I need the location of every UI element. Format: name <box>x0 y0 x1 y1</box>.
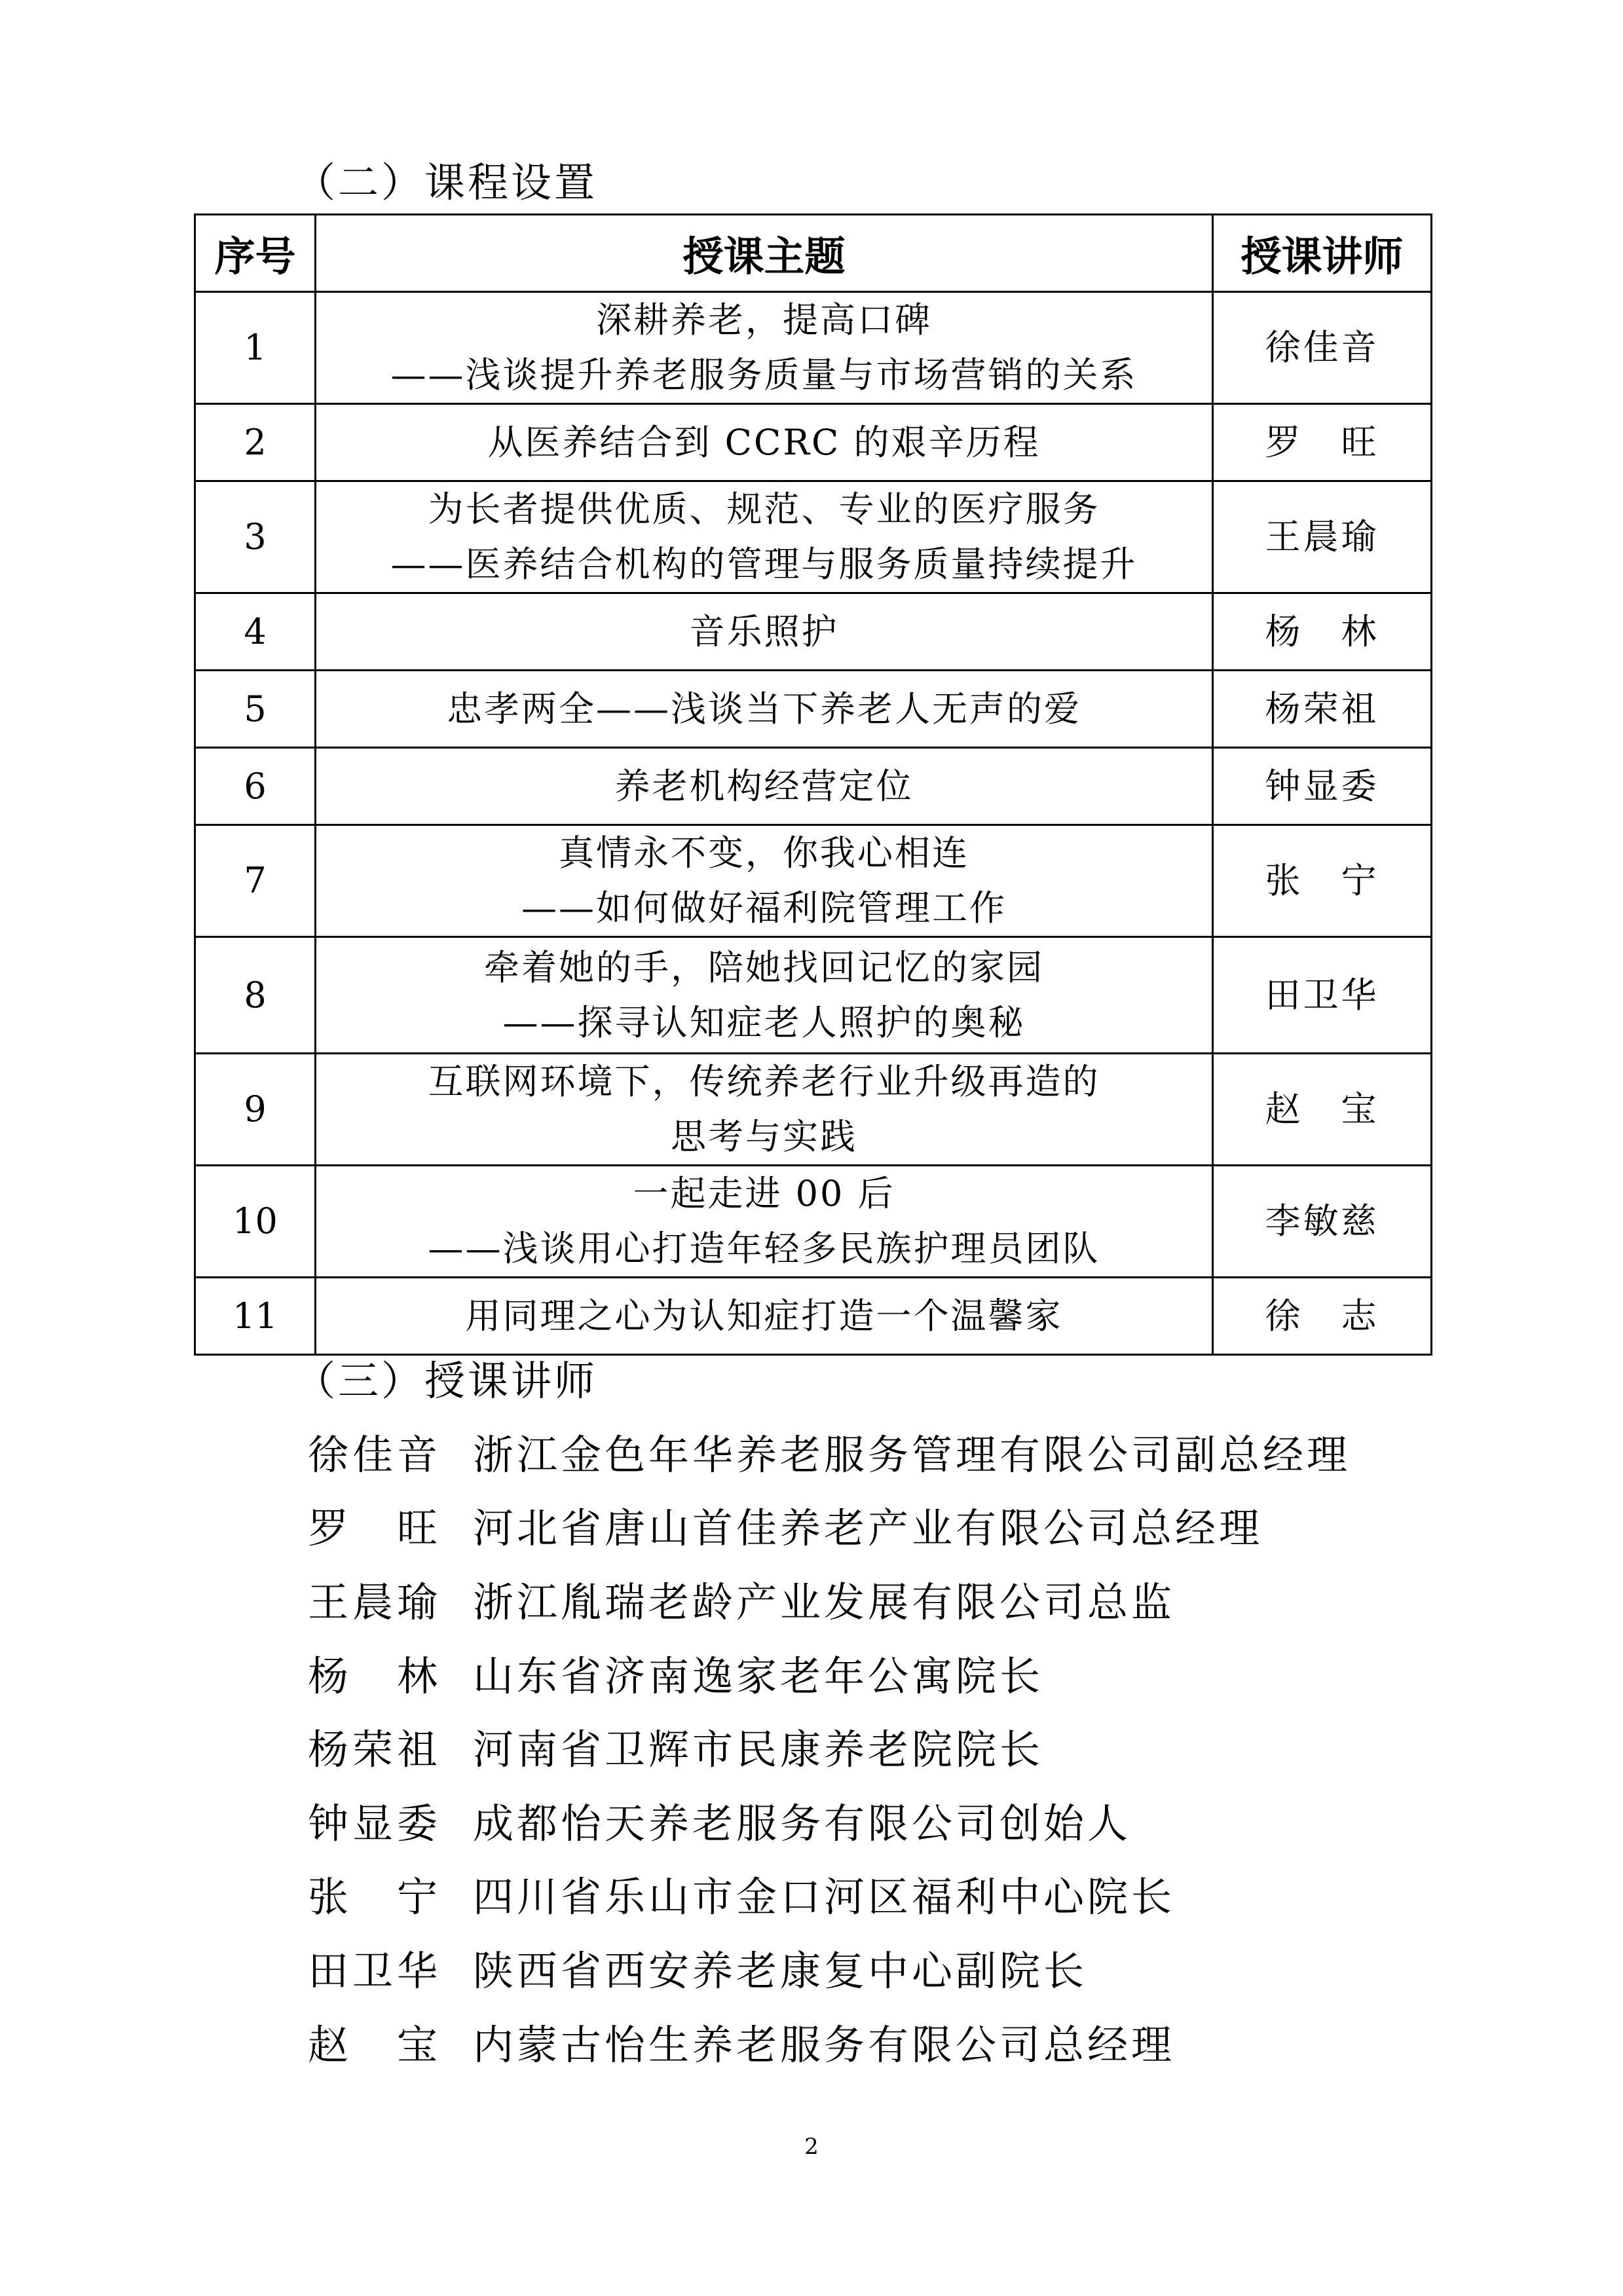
row-topic <box>316 671 1213 748</box>
lecturer-name: 田卫华 <box>308 1946 442 1995</box>
lecturer-item <box>308 2005 1351 2079</box>
lecturer-organization: 陕西省西安养老康复中心副院长 <box>473 1946 1088 1995</box>
header-topic: 授课主题 <box>316 215 1213 292</box>
lecturer-organization: 河北省唐山首佳养老产业有限公司总经理 <box>473 1504 1263 1553</box>
row-lecturer: 李敏慈 <box>1213 1166 1432 1278</box>
row-topic <box>316 404 1213 481</box>
row-seq: 2 <box>195 404 316 481</box>
lecturer-item <box>308 1709 1351 1783</box>
topic-line: ——如何做好福利院管理工作 <box>521 887 1007 929</box>
table-row <box>195 748 1432 825</box>
lecturer-name: 钟显委 <box>308 1799 442 1847</box>
table-row <box>195 593 1432 671</box>
topic-line: ——医养结合机构的管理与服务质量持续提升 <box>390 544 1138 585</box>
topic-line: 互联网环境下，传统养老行业升级再造的 <box>428 1061 1100 1102</box>
lecturer-list <box>308 1415 1351 2078</box>
lecturer-item <box>308 1783 1351 1857</box>
header-seq: 序号 <box>195 215 316 292</box>
table-row <box>195 671 1432 748</box>
table-row <box>195 1054 1432 1166</box>
row-seq: 1 <box>195 292 316 404</box>
row-lecturer: 赵 宝 <box>1213 1054 1432 1166</box>
topic-line: 从医养结合到 CCRC 的艰辛历程 <box>487 421 1041 463</box>
row-lecturer: 杨 林 <box>1213 593 1432 671</box>
header-lecturer: 授课讲师 <box>1213 215 1432 292</box>
row-lecturer: 罗 旺 <box>1213 404 1432 481</box>
lecturer-item <box>308 1931 1351 2005</box>
row-lecturer: 田卫华 <box>1213 937 1432 1054</box>
section-title-course-setup: （二）课程设置 <box>295 158 598 206</box>
table-row <box>195 292 1432 404</box>
topic-line: 深耕养老，提高口碑 <box>596 299 932 341</box>
row-topic <box>316 1166 1213 1278</box>
topic-line: 用同理之心为认知症打造一个温馨家 <box>465 1295 1063 1337</box>
table-row <box>195 404 1432 481</box>
row-lecturer: 王晨瑜 <box>1213 481 1432 593</box>
lecturer-organization: 河南省卫辉市民康养老院院长 <box>473 1726 1044 1774</box>
table-row <box>195 1278 1432 1355</box>
row-topic <box>316 1054 1213 1166</box>
section-title-lecturers: （三）授课讲师 <box>295 1357 598 1405</box>
table-row <box>195 481 1432 593</box>
row-lecturer: 徐 志 <box>1213 1278 1432 1355</box>
topic-line: 音乐照护 <box>689 610 839 652</box>
table-row <box>195 937 1432 1054</box>
lecturer-organization: 内蒙古怡生养老服务有限公司总经理 <box>473 2020 1176 2069</box>
row-topic <box>316 825 1213 937</box>
row-seq: 11 <box>195 1278 316 1355</box>
page-number: 2 <box>804 2134 819 2160</box>
lecturer-name: 张 宁 <box>308 1873 442 1921</box>
topic-line: 为长者提供优质、规范、专业的医疗服务 <box>428 489 1100 530</box>
topic-line: 忠孝两全——浅谈当下养老人无声的爱 <box>447 688 1081 730</box>
lecturer-name: 杨荣祖 <box>308 1726 442 1774</box>
lecturer-name: 王晨瑜 <box>308 1578 442 1626</box>
row-topic <box>316 593 1213 671</box>
row-seq: 9 <box>195 1054 316 1166</box>
table-row <box>195 1166 1432 1278</box>
course-table <box>194 213 1432 1356</box>
lecturer-item <box>308 1415 1351 1489</box>
row-topic <box>316 292 1213 404</box>
row-topic <box>316 937 1213 1054</box>
lecturer-item <box>308 1636 1351 1710</box>
row-lecturer: 张 宁 <box>1213 825 1432 937</box>
lecturer-organization: 浙江金色年华养老服务管理有限公司副总经理 <box>473 1430 1351 1479</box>
lecturer-name: 徐佳音 <box>308 1430 442 1479</box>
topic-line: 真情永不变，你我心相连 <box>559 832 969 874</box>
row-seq: 3 <box>195 481 316 593</box>
lecturer-organization: 四川省乐山市金口河区福利中心院长 <box>473 1873 1176 1921</box>
topic-line: ——浅谈提升养老服务质量与市场营销的关系 <box>390 354 1138 396</box>
topic-line: 养老机构经营定位 <box>614 765 914 807</box>
lecturer-item <box>308 1857 1351 1931</box>
row-seq: 10 <box>195 1166 316 1278</box>
table-row <box>195 825 1432 937</box>
row-seq: 5 <box>195 671 316 748</box>
row-seq: 6 <box>195 748 316 825</box>
topic-line: 思考与实践 <box>671 1116 857 1157</box>
lecturer-organization: 成都怡天养老服务有限公司创始人 <box>473 1799 1132 1847</box>
table-header-row <box>195 215 1432 292</box>
lecturer-name: 杨 林 <box>308 1652 442 1700</box>
topic-line: 一起走进 00 后 <box>633 1173 895 1214</box>
row-topic <box>316 748 1213 825</box>
row-seq: 4 <box>195 593 316 671</box>
topic-line: ——探寻认知症老人照护的奥秘 <box>502 1001 1026 1043</box>
lecturer-name: 罗 旺 <box>308 1504 442 1553</box>
row-lecturer: 钟显委 <box>1213 748 1432 825</box>
row-seq: 7 <box>195 825 316 937</box>
lecturer-organization: 山东省济南逸家老年公寓院长 <box>473 1652 1044 1700</box>
lecturer-item <box>308 1489 1351 1563</box>
row-topic <box>316 481 1213 593</box>
lecturer-organization: 浙江胤瑞老龄产业发展有限公司总监 <box>473 1578 1176 1626</box>
topic-line: ——浅谈用心打造年轻多民族护理员团队 <box>428 1228 1100 1269</box>
lecturer-name: 赵 宝 <box>308 2020 442 2069</box>
lecturer-item <box>308 1562 1351 1636</box>
row-topic <box>316 1278 1213 1355</box>
row-lecturer: 杨荣祖 <box>1213 671 1432 748</box>
row-seq: 8 <box>195 937 316 1054</box>
topic-line: 牵着她的手，陪她找回记忆的家园 <box>484 946 1044 988</box>
row-lecturer: 徐佳音 <box>1213 292 1432 404</box>
